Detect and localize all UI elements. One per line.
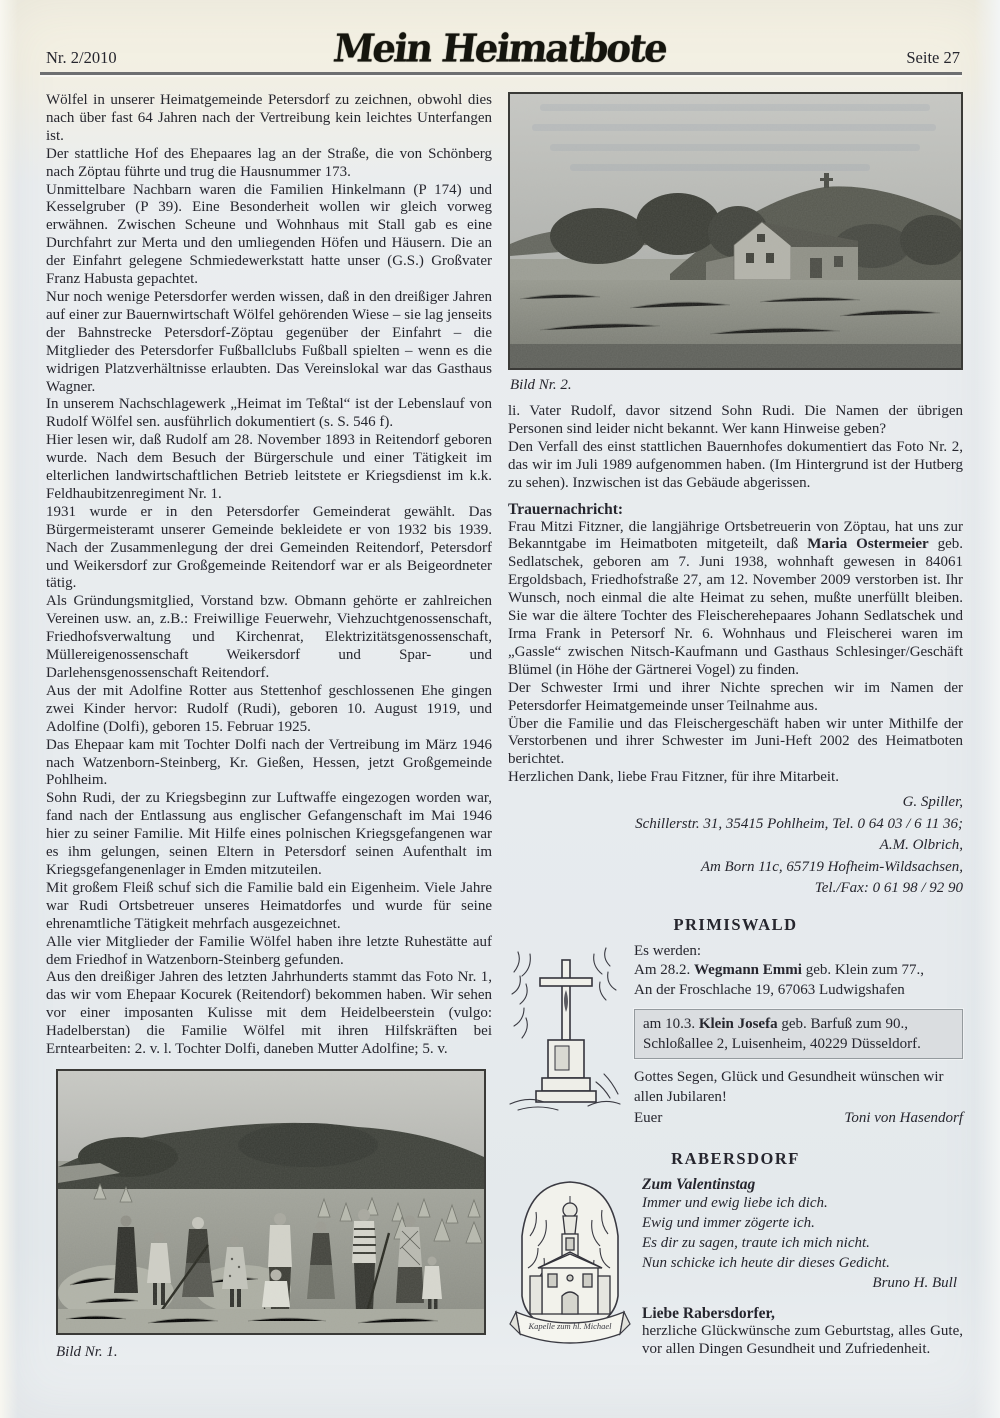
photo-harvest-group xyxy=(56,1069,482,1335)
greeting-title: Liebe Rabersdorfer, xyxy=(642,1305,775,1323)
photo-farmhouse xyxy=(508,92,963,370)
wayside-cross-icon xyxy=(508,942,624,1128)
entry-text: geb. Klein zum 77., xyxy=(801,962,924,979)
right-column xyxy=(508,92,963,1361)
closing-row xyxy=(634,1110,963,1127)
blessing-text: Gottes Segen, Glück und Gesundheit wünschen wir allen Jubilaren! xyxy=(634,1069,944,1105)
right-paragraph: Den Verfall des einst stattlichen Bauernhofes dokumentiert das Foto Nr. 2, das wir im Juli 1989 aufgenommen haben. (Im Hintergrund ist der Hutberg zu sehen). Inzwischen ist das Gebäude abgerissen. xyxy=(508,438,963,491)
masthead-title: Mein Heimatbote xyxy=(331,25,669,71)
signature-block xyxy=(508,792,963,900)
right-paragraph: li. Vater Rudolf, davor sitzend Sohn Rudi. Die Namen der übrigen Personen sind leider nicht bekannt. Wer kann Hinweise geben? xyxy=(508,403,963,437)
primiswald-section xyxy=(508,942,963,1128)
right-paragraph: Über die Familie und das Fleischergeschäft haben wir unter Mithilfe der Verstorbenen und ihrer Schwester im Juni-Heft 2002 des Heimatboten berichtet. xyxy=(508,715,963,768)
correspondent-name: Toni von Hasendorf xyxy=(844,1110,963,1127)
right-paragraph: Herzlichen Dank, liebe Frau Fitzner, für ihre Mitarbeit. xyxy=(508,769,839,786)
signature-line: G. Spiller, xyxy=(902,794,963,811)
closing-word: Euer xyxy=(634,1110,663,1127)
signature-line: A.M. Olbrich, xyxy=(879,837,963,854)
obituary-text: geb. Sedlatschek, geboren am 7. Juni 1938, wohnhaft gewesen in 84061 Ergoldsbach, Friedhofstraße 27, am 12. November 2009 verstorben ist. Ihr Wunsch, noch einmal die alte Heimat zu sehen, mußte unerfüllt bleiben. Sie war die ältere Tochter des Fleischerehepaares Johann Sedlatschek und Irma Frank in Petersorf Nr. 6. Wohnhaus und Fleischerei waren im „Gassle“ zwischen Nitsch-Kaufmann und Gasthaus Schlesinger/Geschäft Blümel (in Höhe der Gärtnerei Vogel) zu finden. xyxy=(508,536,963,678)
chapel-banner-text: Kapelle zum hl. Michael xyxy=(528,1321,612,1332)
rabersdorf-section xyxy=(508,1176,963,1361)
jubilee-entry xyxy=(634,961,963,981)
article-paragraph: Unmittelbare Nachbarn waren die Familien Hinkelmann (P 174) und Kesselgruber (P 39). Eine Besonderheit wollen wir gleich vorweg erwähnen. Zwischen Scheune und Wohnhaus mit Stall gab es eine Durchfahrt zur Merta und den umliegenden Höfen und Häusern. Die an der Einfahrt gelegene Schmiedewerkstatt hatte unser (G.S.) Großvater Franz Habusta gepachtet. xyxy=(46,181,492,288)
deceased-name: Maria Ostermeier xyxy=(807,536,929,553)
farmhouse-photo-illustration xyxy=(508,92,963,370)
page-number: Seite 27 xyxy=(906,48,960,67)
rabersdorf-text xyxy=(642,1176,963,1361)
poem-line: Es dir zu sagen, traute ich mich nicht. xyxy=(642,1234,870,1251)
article-paragraph: Alle vier Mitglieder der Familie Wölfel haben ihre letzte Ruhestätte auf dem Friedhof in Watzenborn-Steinberg gefunden. xyxy=(46,933,492,968)
obituary-heading: Trauernachricht: xyxy=(508,500,624,518)
jubilarin-name: Wegmann Emmi xyxy=(694,962,802,979)
scan-edge-left xyxy=(0,0,18,1418)
harvest-photo-illustration xyxy=(56,1069,486,1335)
article-paragraph: In unserem Nachschlagewerk „Heimat im Teßtal“ ist der Lebenslauf von Rudolf Wölfel sen. ausführlich dokumentiert (s. S. 546 f). xyxy=(46,396,492,431)
article-paragraph: Nur noch wenige Petersdorfer werden wissen, daß in den dreißiger Jahren auf einer zur Bauernwirtschaft Wölfel gehörenden Wiese – sie lag jenseits der Bahnstrecke Petersdorf-Zöptau gegenüber der Einfahrt – die Mitglieder des Petersdorfer Fußballclubs Fußball spielten – wenn es die widrigen Platzverhältnisse erlaubten. Das Vereinslokal war das Gasthaus Wagner. xyxy=(46,288,492,395)
article-paragraph: Hier lesen wir, daß Rudolf am 28. November 1893 in Reitendorf geboren wurde. Nach dem Besuch der Bürgerschule und einer Tätigkeit im elterlichen landwirtschaftlichen Betrieb leitstete er Kriegsdienst im k.k. Feldhaubitzenregiment Nr. 1. xyxy=(46,432,492,502)
jubilee-intro: Es werden: xyxy=(634,942,702,959)
article-paragraph: Sohn Rudi, der zu Kriegsbeginn zur Luftwaffe eingezogen worden war, fand nach der Entlassung aus englischer Gefangenschaft im Mai 1946 hier zu seiner Familie. Mit Hilfe eines polnischen Kriegsgefangenen war es ihm gelungen, seinen Eltern in Petersdorf seinen Aufenthalt im Kriegsgefangenenlager in Emden mitzuteilen. xyxy=(46,790,492,878)
poem-line: Ewig und immer zögerte ich. xyxy=(642,1214,815,1231)
obituary-paragraph xyxy=(508,519,963,680)
article-paragraph: Als Gründungsmitglied, Vorstand bzw. Obmann gehörte er zahlreichen Vereinen usw. an, z.B.: Freiwillige Feuerwehr, Viehzuchtgenossenschaft, Friedhofsverwaltung und Kirchenrat, Elektrizitätsgenossenschaft, Müllereigenossenschaft Weikersdorf und Spar- und Darlehensgenossenschaft Reitendorf. xyxy=(46,593,492,681)
right-paragraph: Der Schwester Irmi und ihrer Nichte sprechen wir im Namen der Petersdorfer Heimatgemeinde unser Teilnahme aus. xyxy=(508,679,963,714)
article-paragraph: Mit großem Fleiß schuf sich die Familie bald ein Eigenheim. Viele Jahre war Rudi Ortsbetreuer unseres Heimatdorfes und wurde für seine ehrenamtliche Tätigkeit mehrfach ausgezeichnet. xyxy=(46,879,492,932)
signature-line: Am Born 11c, 65719 Hofheim-Wildsachsen, xyxy=(700,858,963,875)
chapel-icon xyxy=(508,1176,632,1361)
obituary-text: Frau Mitzi Fitzner, die langjährige Ortsbetreuerin von Zöptau, hat uns zur Bekanntgabe im Heimatboten mitgeteilt, daß xyxy=(508,518,963,553)
poem-line: Nun schicke ich heute dir dieses Gedicht. xyxy=(642,1254,890,1271)
entry-text: geb. Barfuß zum 90., Schloßallee 2, Luisenheim, 40229 Düsseldorf. xyxy=(643,1016,921,1053)
poem-title: Zum Valentinstag xyxy=(642,1176,756,1194)
primiswald-text xyxy=(634,942,963,1128)
jubilarin-name: Klein Josefa xyxy=(698,1016,778,1033)
photo2-caption: Bild Nr. 2. xyxy=(510,377,572,393)
scan-edge-right xyxy=(974,0,1000,1418)
left-column xyxy=(46,92,492,1361)
header-rule xyxy=(40,72,962,75)
article-paragraph: Der stattliche Hof des Ehepaares lag an der Straße, die von Schönberg nach Zöptau führte und trug die Hausnummer 173. xyxy=(46,145,492,180)
article-paragraph: Das Ehepaar kam mit Tochter Dolfi nach der Vertreibung im März 1946 nach Watzenborn-Steinberg, Kr. Gießen, Hessen, jetzt Großgemeinde Pohlheim. xyxy=(46,736,492,789)
issue-number: Nr. 2/2010 xyxy=(46,48,117,67)
greeting-text: herzliche Glückwünsche zum Geburtstag, alles Gute, vor allen Dingen Gesundheit und Zufriedenheit. xyxy=(642,1323,963,1358)
photo1-caption: Bild Nr. 1. xyxy=(56,1343,118,1360)
jubilee-entry-address: An der Froschlache 19, 67063 Ludwigshafen xyxy=(634,981,905,998)
entry-text: am 10.3. xyxy=(643,1016,699,1033)
section-title-rabersdorf: RABERSDORF xyxy=(671,1149,800,1169)
article-paragraph: Aus den dreißiger Jahren des letzten Jahrhunderts stammt das Foto Nr. 1, das wir vom Ehepaar Kocurek (Reitendorf) bekommen haben. Wir sehen vor einer imposanten Kulisse mit dem Heidelbeerstein (vulgo: Hadelberstan) die Familie Wölfel mit ihren Hilfskräften bei Erntearbeiten: 2. v. l. Tochter Dolfi, daneben Mutter Adolfine; 5. v. xyxy=(46,969,492,1058)
section-title-primiswald: PRIMISWALD xyxy=(673,914,798,934)
poem-author: Bruno H. Bull xyxy=(872,1275,957,1292)
article-paragraph: 1931 wurde er in den Petersdorfer Gemeinderat gewählt. Das Bürgermeisteramt unserer Gemeinde bekleidete er von 1932 bis 1939. Nach der Zusammenlegung der drei Gemeinden Reitendorf, Petersdorf und Weikersdorf zur Großgemeinde Reitendorf war er als Beigeordneter tätig. xyxy=(46,503,492,592)
signature-line: Tel./Fax: 0 61 98 / 92 90 xyxy=(814,880,963,897)
entry-text: Am 28.2. xyxy=(634,962,694,979)
article-paragraph: Wölfel in unserer Heimatgemeinde Petersdorf zu zeichnen, obwohl dies nach über fast 64 Jahren nach der Vertreibung kein leichtes Unterfangen ist. xyxy=(46,92,492,144)
jubilee-entry-boxed xyxy=(634,1009,963,1059)
poem-line: Immer und ewig liebe ich dich. xyxy=(642,1195,828,1212)
signature-line: Schillerstr. 31, 35415 Pohlheim, Tel. 0 64 03 / 6 11 36; xyxy=(635,815,963,832)
article-paragraph: Aus der mit Adolfine Rotter aus Stettenhof geschlossenen Ehe gingen zwei Kinder hervor: Rudolf (Rudi), geboren 10. August 1919, und Adolfine (Dolfi), geboren 15. Februar 1925. xyxy=(46,682,492,735)
